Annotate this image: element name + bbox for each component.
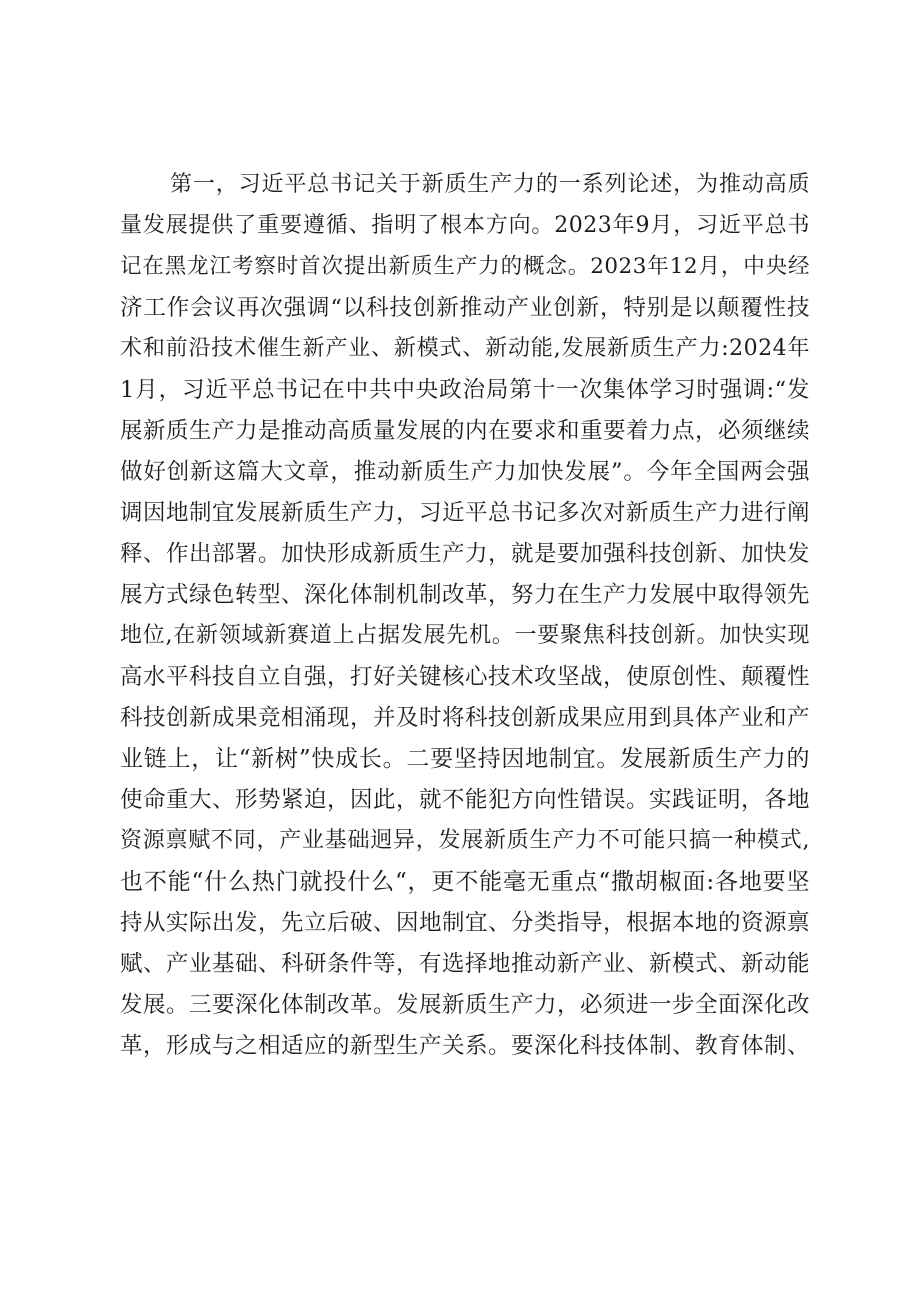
paragraph-line: 释、作出部署。加快形成新质生产力，就是要加强科技创新、加快发 bbox=[120, 541, 811, 567]
paragraph-line: 调因地制宜发展新质生产力，习近平总书记多次对新质生产力进行阐 bbox=[120, 500, 811, 526]
paragraph-line: 记在黑龙江考察时首次提出新质生产力的概念。2023年12月，中央经 bbox=[120, 254, 810, 279]
paragraph-line: 革，形成与之相适应的新型生产关系。要深化科技体制、教育体制、 bbox=[120, 1033, 811, 1059]
paragraph-line: 使命重大、形势紧迫，因此，就不能犯方向性错误。实践证明，各地 bbox=[120, 787, 811, 813]
paragraph-line: 济工作会议再次强调“以科技创新推动产业创新，特别是以颠覆性技 bbox=[120, 295, 810, 321]
paragraph-line: 地位,在新领域新赛道上占据发展先机。一要聚焦科技创新。加快实现 bbox=[120, 623, 810, 648]
paragraph-line: 展方式绿色转型、深化体制机制改革，努力在生产力发展中取得领先 bbox=[120, 582, 811, 608]
paragraph-line: 资源禀赋不同，产业基础迥异，发展新质生产力不可能只搞一种模式, bbox=[120, 828, 810, 853]
paragraph-line: 赋、产业基础、科研条件等，有选择地推动新产业、新模式、新动能 bbox=[120, 951, 811, 977]
paragraph-line: 高水平科技自立自强，打好关键核心技术攻坚战，使原创性、颠覆性 bbox=[120, 664, 811, 690]
paragraph-line: 展新质生产力是推动高质量发展的内在要求和重要着力点，必须继续 bbox=[120, 418, 811, 444]
paragraph-line: 也不能“什么热门就投什么“，更不能毫无重点“撒胡椒面:各地要坚 bbox=[120, 869, 810, 895]
paragraph-line: 1月，习近平总书记在中共中央政治局第十一次集体学习时强调:“发 bbox=[120, 377, 810, 403]
paragraph-line: 量发展提供了重要遵循、指明了根本方向。2023年9月，习近平总书 bbox=[120, 213, 810, 238]
paragraph-line: 业链上，让“新树”快成长。二要坚持因地制宜。发展新质生产力的 bbox=[120, 746, 810, 772]
paragraph-line: 术和前沿技术催生新产业、新模式、新动能,发展新质生产力:2024年 bbox=[120, 336, 810, 361]
paragraph-line: 做好创新这篇大文章，推动新质生产力加快发展”。今年全国两会强 bbox=[120, 459, 810, 485]
paragraph-line: 持从实际出发，先立后破、因地制宜、分类指导，根据本地的资源禀 bbox=[120, 910, 811, 936]
paragraph-line: 科技创新成果竞相涌现，并及时将科技创新成果应用到具体产业和产 bbox=[120, 705, 811, 731]
paragraph-line: 第一，习近平总书记关于新质生产力的一系列论述，为推动高质 bbox=[170, 172, 810, 197]
paragraph-line: 发展。三要深化体制改革。发展新质生产力，必须进一步全面深化改 bbox=[120, 992, 811, 1018]
